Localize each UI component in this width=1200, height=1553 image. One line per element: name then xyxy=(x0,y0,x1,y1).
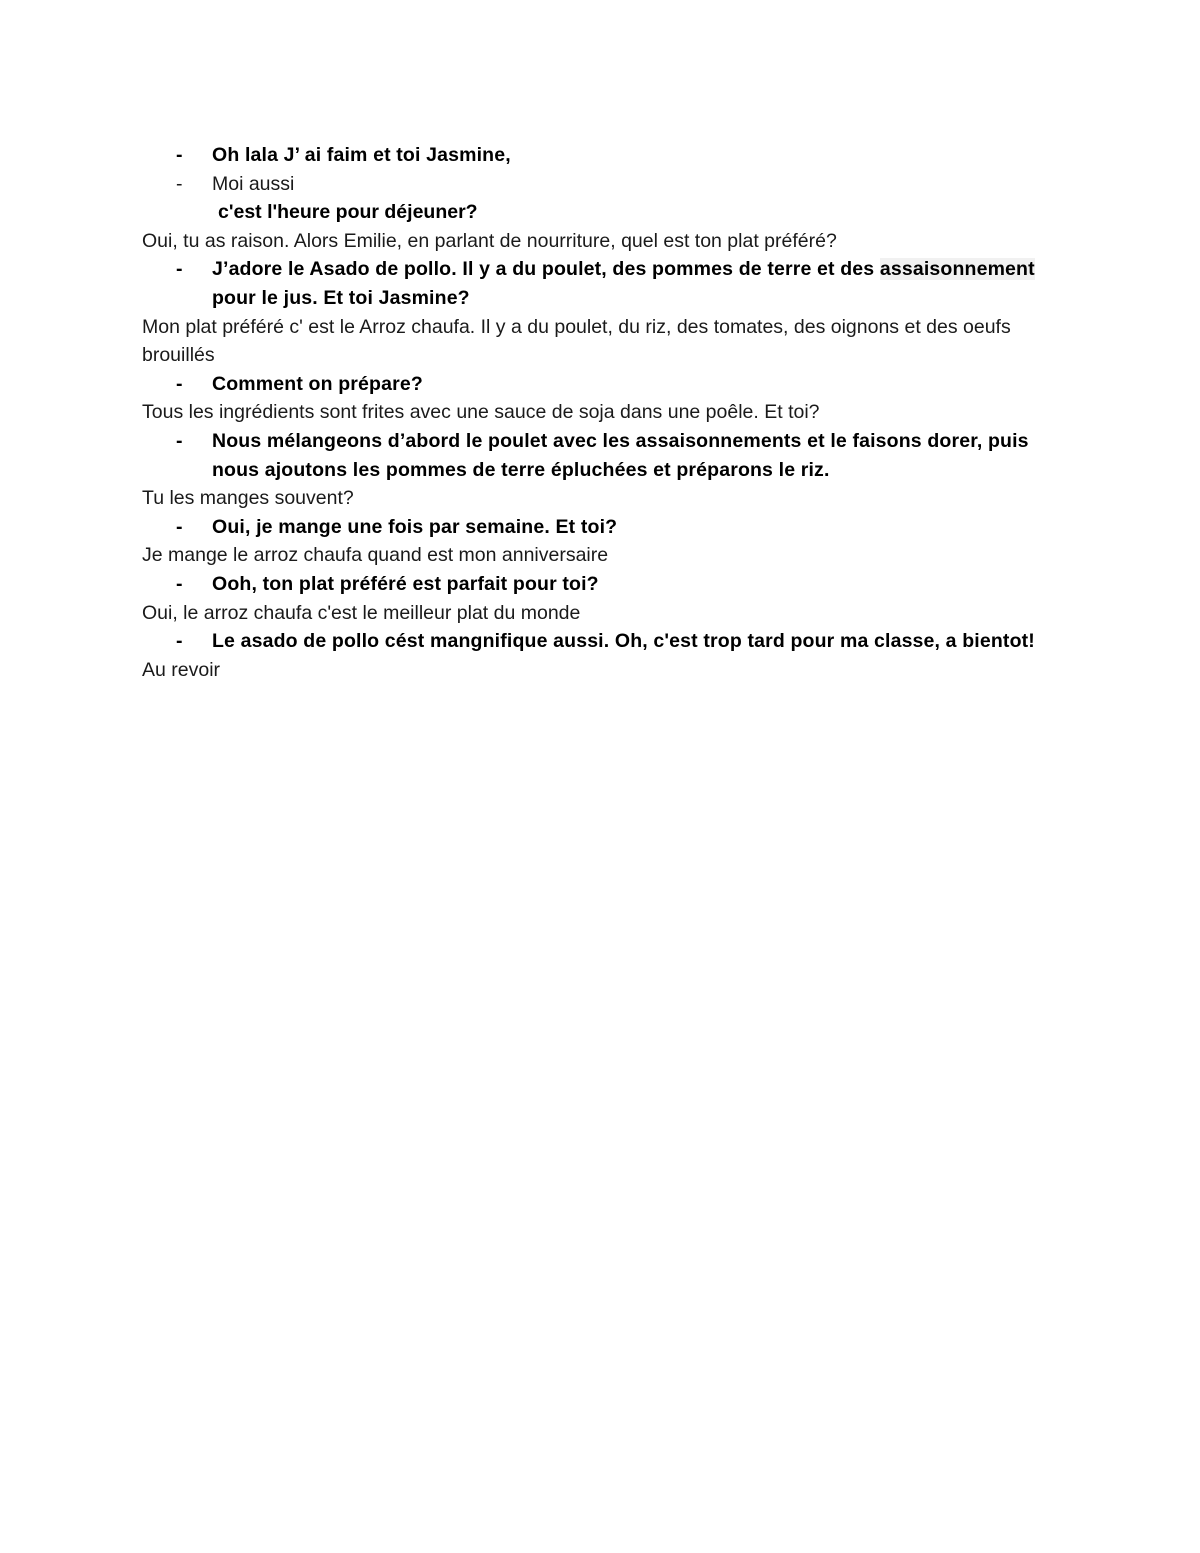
line-text: Je mange le arroz chaufa quand est mon anniversaire xyxy=(142,544,609,567)
line-text: c'est l'heure pour déjeuner? xyxy=(218,201,478,224)
bullet-dash: - xyxy=(176,515,183,538)
line-text: Oui, je mange une fois par semaine. Et toi? xyxy=(212,515,618,538)
line-text: Au revoir xyxy=(142,658,221,681)
line-text: Ooh, ton plat préféré est parfait pour toi? xyxy=(212,572,599,595)
dialogue-line-14 xyxy=(142,599,1062,628)
dialogue-line-4 xyxy=(142,227,1062,256)
dialogue-line-16 xyxy=(142,656,1062,685)
bullet-dash: - xyxy=(176,630,183,653)
bullet-dash: - xyxy=(176,144,183,166)
dialogue-line-10 xyxy=(142,484,1062,513)
line-text: Moi aussi xyxy=(212,172,295,195)
line-text: Nous mélangeons d’abord le poulet avec les assaisonnements et le faisons dorer, puis nous ajoutons les pommes de terre épluchées et préparons le riz. xyxy=(212,429,1029,481)
bullet-dash: - xyxy=(176,258,183,281)
bullet-dash: - xyxy=(176,429,183,452)
dialogue-line-7 xyxy=(142,370,1062,399)
line-text: Oui, le arroz chaufa c'est le meilleur plat du monde xyxy=(142,601,581,624)
dialogue-line-2 xyxy=(142,170,1062,199)
dialogue-line-11 xyxy=(142,513,1062,542)
dialogue-line-8 xyxy=(142,398,1062,427)
bullet-dash: - xyxy=(176,172,183,195)
line-text: Tous les ingrédients sont frites avec une sauce de soja dans une poêle. Et toi? xyxy=(142,401,820,424)
bullet-dash: - xyxy=(176,572,183,595)
dialogue-line-1 xyxy=(142,141,1062,170)
dialogue-line-15 xyxy=(142,627,1062,656)
line-text: Le asado de pollo cést mangnifique aussi. Oh, c'est trop tard pour ma classe, a bientot! xyxy=(212,630,1035,653)
line-text: Oh lala J’ ai faim et toi Jasmine, xyxy=(212,144,511,166)
dialogue-line-5 xyxy=(142,255,1062,312)
bullet-dash: - xyxy=(176,372,183,395)
line-text: Oui, tu as raison. Alors Emilie, en parlant de nourriture, quel est ton plat préféré? xyxy=(142,229,837,252)
highlighted-word: assaisonnement xyxy=(879,258,1035,281)
dialogue-text xyxy=(142,141,1062,684)
line-text-before: J’adore le Asado de pollo. Il y a du poulet, des pommes de terre et des xyxy=(212,258,880,281)
dialogue-line-3 xyxy=(142,198,1062,227)
dialogue-line-12 xyxy=(142,541,1062,570)
line-text: Comment on prépare? xyxy=(212,372,423,395)
line-text: Tu les manges souvent? xyxy=(142,487,354,510)
dialogue-line-9 xyxy=(142,427,1062,484)
dialogue-line-13 xyxy=(142,570,1062,599)
line-text: Mon plat préféré c' est le Arroz chaufa. Il y a du poulet, du riz, des tomates, des oignons et des oeufs brouillés xyxy=(142,315,1011,367)
line-text-after: pour le jus. Et toi Jasmine? xyxy=(212,286,470,309)
dialogue-line-6 xyxy=(142,313,1062,370)
